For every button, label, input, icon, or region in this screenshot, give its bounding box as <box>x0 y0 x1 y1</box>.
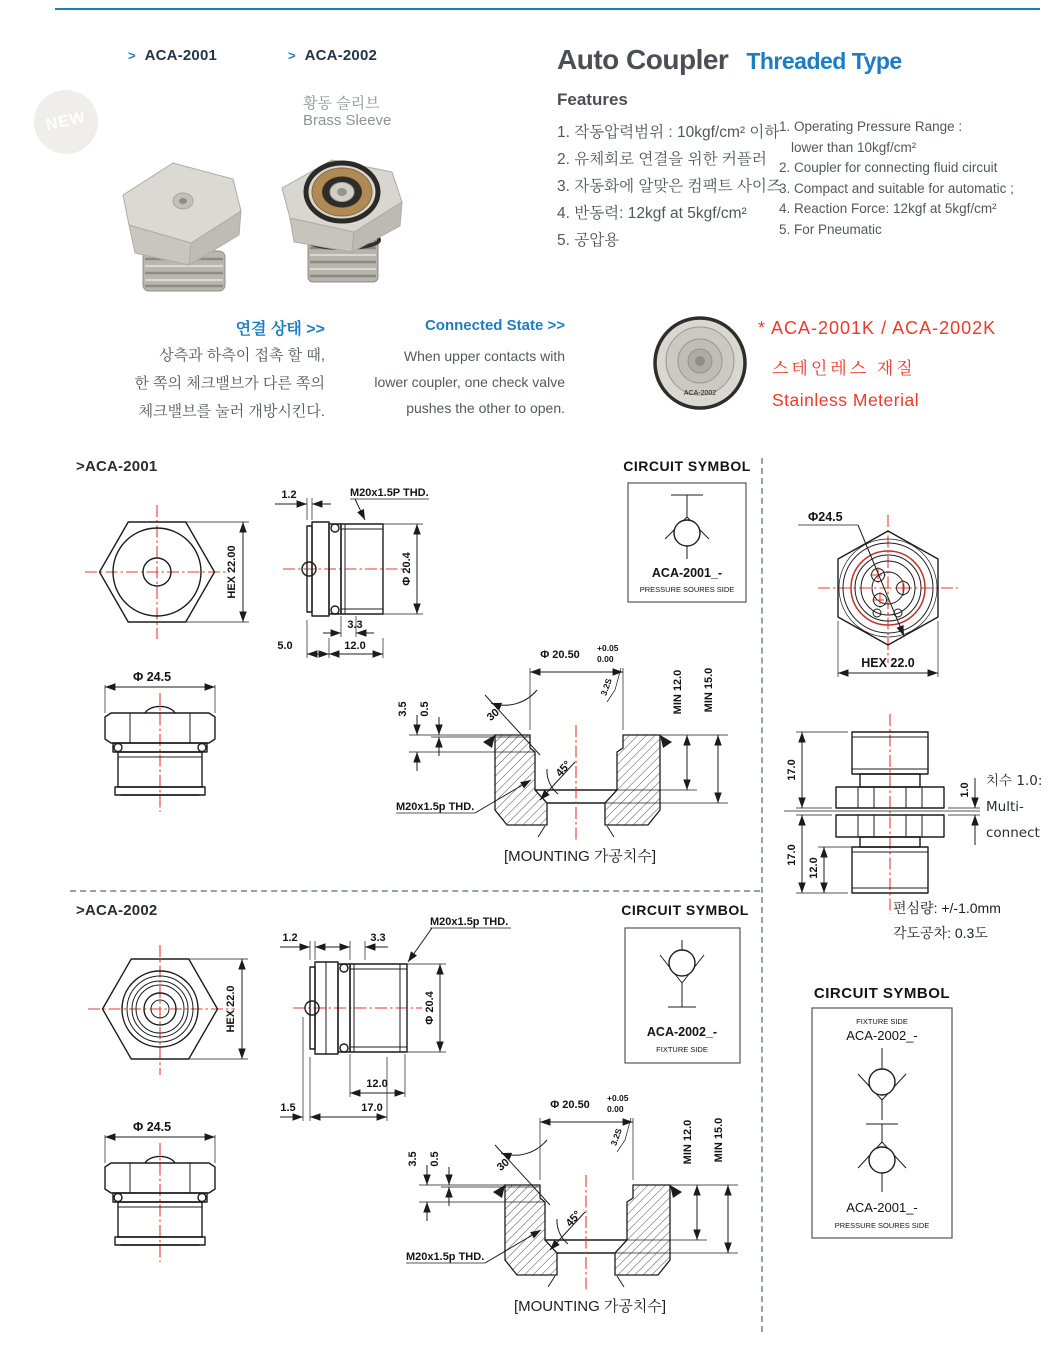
dim-dia-20-50-label: Φ 20.50 <box>550 1099 590 1111</box>
stainless-note-en: Stainless Meterial <box>772 390 920 410</box>
dim-dia-20-4-label: Φ 20.4 <box>401 552 413 586</box>
angle-45-label: 45° <box>563 1208 584 1230</box>
surface-finish-label: 3.2S <box>598 677 614 697</box>
coupler-photo-shapes <box>123 163 241 291</box>
coupler-photo-shapes <box>282 160 402 282</box>
text-line: 각도공차: 0.3도 <box>893 925 988 941</box>
circuit-model-bottom-label: ACA-2001_- <box>846 1200 918 1215</box>
circuit-side-label: PRESSURE SOURES SIDE <box>639 585 735 594</box>
dim-12-label: 12.0 <box>808 857 820 879</box>
connected-top-view <box>790 495 1062 690</box>
tolerance-lower-label: 0.00 <box>607 1104 624 1114</box>
drawing-lines <box>784 714 980 914</box>
product-link-aca2001[interactable] <box>128 47 217 64</box>
page-title: Auto Coupler <box>557 44 729 75</box>
circuit-symbol-heading: CIRCUIT SYMBOL <box>813 985 951 1002</box>
photo-connected-coupler <box>652 315 748 411</box>
connected-body-ko <box>95 342 325 426</box>
dim-0-5-label: 0.5 <box>419 701 431 717</box>
top-divider <box>55 8 1040 10</box>
dim-17-top-label: 17.0 <box>786 759 798 781</box>
chevron-right-icon: > <box>128 48 136 63</box>
stainless-note-models: * ACA-2001K / ACA-2002K <box>758 318 997 338</box>
sleeve-note-en: Brass Sleeve <box>303 112 392 129</box>
dim-5-0-label: 5.0 <box>277 640 293 652</box>
dim-dia-24-5-label: Φ 24.5 <box>132 670 172 684</box>
aca2001-circuit-symbol <box>615 455 763 610</box>
thread-spec-label: M20x1.5p THD. <box>396 801 475 813</box>
drawing-lines <box>85 505 249 639</box>
text-line: When upper contacts with <box>403 348 565 364</box>
text-line: pushes the other to open. <box>406 400 565 416</box>
circuit-symbol-heading: CIRCUIT SYMBOL <box>621 902 749 918</box>
dim-1-2-label: 1.2 <box>281 489 297 501</box>
text-line: 치수 1.0: <box>986 773 1043 789</box>
feature-item: 4. Reaction Force: 12kgf at 5kgf/cm² <box>779 201 997 216</box>
section-label-aca2001: >ACA-2001 <box>76 458 158 475</box>
connected-heading-en: Connected State >> <box>424 317 565 334</box>
text-line: 한 쪽의 체크밸브가 다른 쪽의 <box>134 375 325 392</box>
aca2001-elevation-view <box>85 655 270 815</box>
page-subtitle: Threaded Type <box>746 48 902 74</box>
dim-17-0-label: 17.0 <box>361 1102 383 1114</box>
sleeve-note-ko: 황동 슬리브 <box>303 95 380 112</box>
product-link-label: ACA-2002 <box>304 47 378 64</box>
dim-dia-24-5-label: Φ 24.5 <box>132 1120 172 1134</box>
circuit-model-label: ACA-2002_- <box>646 1025 718 1039</box>
surface-finish-label: 3.2S <box>608 1127 624 1147</box>
dim-3-3-label: 3.3 <box>347 619 363 631</box>
aca2002-front-view <box>85 935 270 1090</box>
dim-hex-label: HEX 22.0 <box>225 985 237 1033</box>
connected-heading-ko: 연결 상태 >> <box>235 321 325 338</box>
circuit-model-top-label: ACA-2002_- <box>846 1028 918 1043</box>
new-badge: NEW <box>28 84 104 160</box>
aca2002-elevation-view <box>85 1105 270 1265</box>
text-line: Multi- <box>986 799 1024 815</box>
check-valve-pair-symbol <box>858 1048 906 1192</box>
stainless-note-ko: 스테인레스 재질 <box>772 359 916 378</box>
thread-spec-label: M20x1.5p THD. <box>430 916 509 928</box>
product-link-aca2002[interactable] <box>288 47 377 64</box>
feature-item: 1. Operating Pressure Range : <box>779 119 963 134</box>
circuit-model-label: ACA-2001_- <box>651 566 723 580</box>
text-line: connect <box>986 825 1040 841</box>
feature-item: 2. Coupler for connecting fluid circuit <box>779 160 998 175</box>
feature-item: 2. 유체회로 연결을 위한 커플러 <box>557 151 767 168</box>
dim-1-2-label: 1.2 <box>282 932 298 944</box>
thread-spec-label: M20x1.5P THD. <box>350 487 429 499</box>
dim-min-12-label: MIN 12.0 <box>682 1119 694 1165</box>
horizontal-dashed-divider <box>70 890 760 892</box>
photo-aca2002 <box>268 138 416 290</box>
check-valve-symbol <box>660 940 704 1007</box>
dim-3-3-label: 3.3 <box>370 932 386 944</box>
dim-17-bottom-label: 17.0 <box>786 844 798 866</box>
tolerance-upper-label: +0.05 <box>597 643 619 653</box>
mounting-caption: [MOUNTING 가공치수] <box>513 1298 667 1315</box>
tolerance-lower-label: 0.00 <box>597 654 614 664</box>
dim-dia-24-5-label: Φ24.5 <box>808 510 843 524</box>
aca2002-circuit-symbol <box>615 895 763 1070</box>
section-label-aca2002: >ACA-2002 <box>76 902 158 919</box>
product-link-label: ACA-2001 <box>144 47 218 64</box>
dim-12-0-label: 12.0 <box>344 640 366 652</box>
dim-min-12-label: MIN 12.0 <box>672 669 684 715</box>
aca2001-front-view <box>85 495 270 660</box>
mounting-caption: [MOUNTING 가공치수] <box>503 848 657 865</box>
connected-body-en <box>355 343 565 421</box>
coupler-top-photo-shapes <box>655 318 745 408</box>
text-line: 편심량: +/-1.0mm <box>893 900 1001 916</box>
drawing-lines <box>798 515 958 677</box>
text-line: 상측과 하측이 접촉 할 때, <box>159 347 325 364</box>
multi-connect-note <box>986 768 1042 846</box>
dim-12-0-label: 12.0 <box>366 1078 388 1090</box>
angle-30-label: 30° <box>494 1153 516 1174</box>
dim-0-5-label: 0.5 <box>429 1151 441 1167</box>
pressure-side-label: PRESSURE SOURES SIDE <box>834 1221 930 1230</box>
angle-45-label: 45° <box>553 758 574 780</box>
fixture-side-label: FIXTURE SIDE <box>856 1017 908 1026</box>
feature-item: 3. 자동화에 알맞은 컴팩트 사이즈 <box>557 178 782 195</box>
dim-min-15-label: MIN 15.0 <box>713 1117 725 1163</box>
feature-item: 3. Compact and suitable for automatic ; <box>779 180 1014 196</box>
feature-item: 1. 작동압력범위 : 10kgf/cm² 이하 <box>557 124 780 141</box>
dim-min-15-label: MIN 15.0 <box>703 667 715 713</box>
feature-item: lower than 10kgf/cm² <box>791 139 917 155</box>
drawing-lines <box>105 685 215 812</box>
features-list-ko <box>557 119 782 254</box>
drawing-lines <box>88 945 248 1075</box>
tolerance-upper-label: +0.05 <box>607 1093 629 1103</box>
dim-1-5-label: 1.5 <box>280 1102 296 1114</box>
dim-hex-label: HEX 22.00 <box>226 545 238 599</box>
dim-hex-label: HEX 22.0 <box>861 656 915 670</box>
dim-3-5-label: 3.5 <box>407 1151 419 1167</box>
circuit-side-label: FIXTURE SIDE <box>656 1045 708 1054</box>
features-heading: Features <box>557 90 628 109</box>
circuit-symbol-heading: CIRCUIT SYMBOL <box>623 458 751 474</box>
angle-30-label: 30° <box>484 703 506 724</box>
feature-item: 5. 공압용 <box>557 232 620 249</box>
photo-aca2001 <box>95 133 255 295</box>
dim-3-5-label: 3.5 <box>397 701 409 717</box>
feature-item: 5. For Pneumatic <box>779 221 882 237</box>
features-list-en <box>779 117 1014 240</box>
check-valve-symbol <box>665 495 709 559</box>
aca2001-mounting-drawing <box>395 630 767 870</box>
text-line: lower coupler, one check valve <box>374 374 565 390</box>
feature-item: 4. 반동력: 12kgf at 5kgf/cm² <box>557 205 747 222</box>
drawing-lines <box>105 1135 215 1262</box>
photo-engraving: ACA-2002 <box>683 390 717 397</box>
text-line: 체크밸브를 눌러 개방시킨다. <box>138 403 325 420</box>
dim-dia-20-50-label: Φ 20.50 <box>540 649 580 661</box>
dim-1-0-label: 1.0 <box>959 782 971 798</box>
thread-spec-label: M20x1.5p THD. <box>406 1251 485 1263</box>
aca2002-mounting-drawing <box>405 1080 777 1320</box>
combined-circuit-symbol <box>800 980 965 1245</box>
dim-dia-20-4-label: Φ 20.4 <box>424 991 436 1025</box>
tolerance-notes <box>893 896 1001 946</box>
chevron-right-icon: > <box>288 48 296 63</box>
